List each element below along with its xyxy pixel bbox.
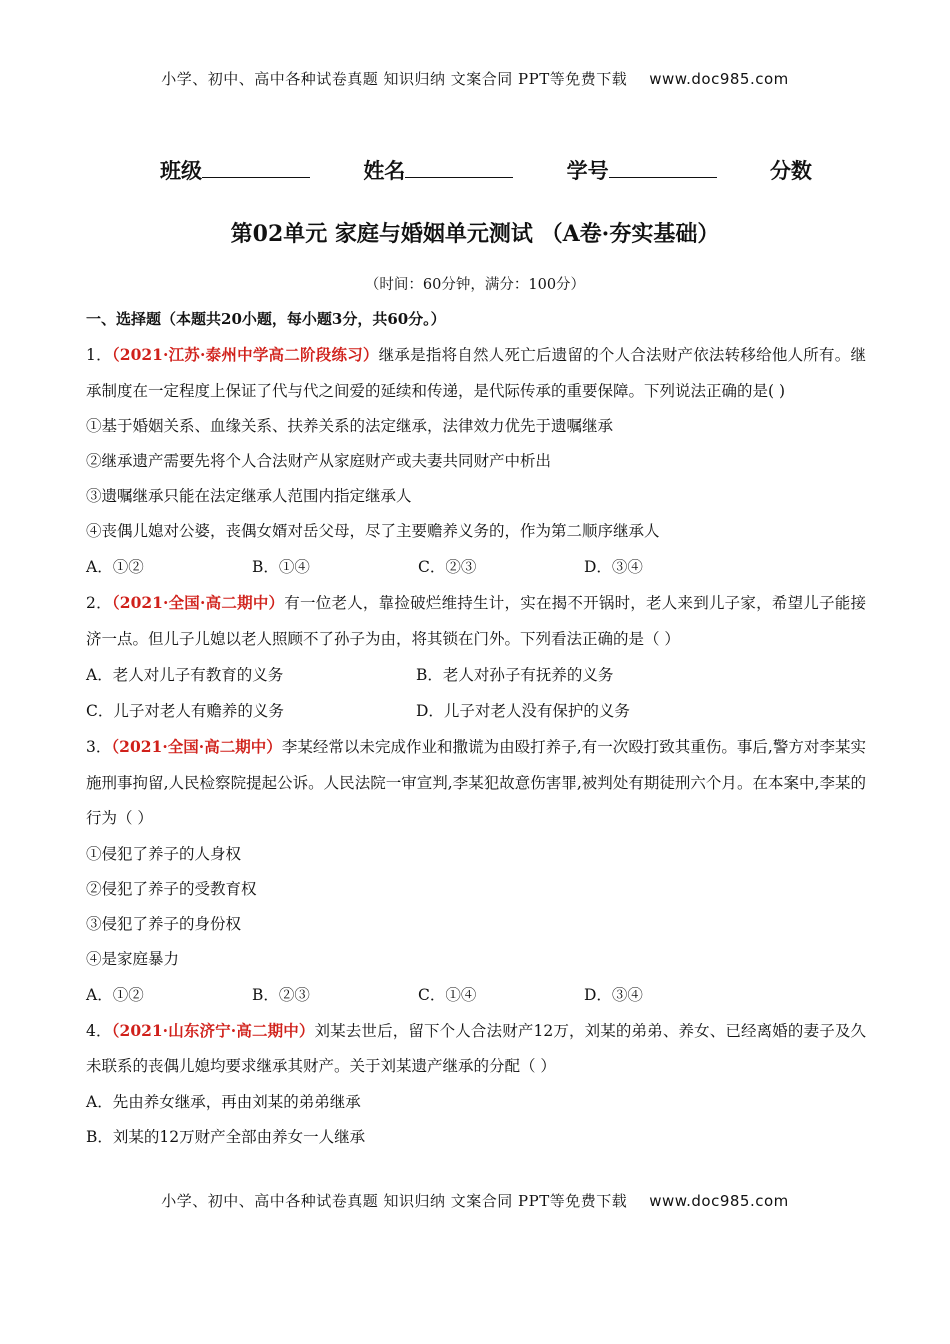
statement-option: ③侵犯了养子的身份权 — [86, 914, 242, 933]
question-4 — [86, 1013, 866, 1085]
question-source: （2021·全国·高二期中） — [111, 593, 285, 612]
question-stem: 刘某去世后，留下个人合法财产12万，刘某的弟弟、养女、已经离婚的妻子及久未联系的丧偶儿媳均要求继承其财产。关于刘某遗产继承的分配（ ） — [86, 1021, 866, 1075]
statement-option: ②侵犯了养子的受教育权 — [86, 879, 257, 898]
choice-c[interactable]: C．②③ — [418, 558, 477, 576]
answer-choices — [86, 977, 866, 1013]
footer-text: 小学、初中、高中各种试卷真题 知识归纳 文案合同 PPT等免费下载 — [161, 1192, 628, 1210]
choice-a[interactable]: A．老人对儿子有教育的义务 — [86, 666, 284, 684]
time-note: （时间：60分钟，满分：100分） — [364, 277, 586, 293]
statement-option: ③遗嘱继承只能在法定继承人范围内指定继承人 — [86, 487, 412, 505]
choice-a[interactable]: A．①② — [86, 985, 144, 1004]
question-number: 1． — [86, 346, 112, 364]
section-heading: 一、选择题（本题共20小题，每小题3分，共60分。） — [86, 310, 446, 328]
choice-a[interactable]: A．①② — [86, 558, 144, 576]
page-header — [0, 68, 950, 89]
question-1 — [86, 337, 866, 409]
choice-a[interactable]: A．先由养女继承，再由刘某的弟弟继承 — [86, 1092, 361, 1111]
question-stem: 有一位老人，靠捡破烂维持生计，实在揭不开锅时，老人来到儿子家，希望儿子能接济一点。但儿子儿媳以老人照顾不了孙子为由，将其锁在门外。下列看法正确的是（ ） — [86, 594, 866, 648]
choice-d[interactable]: D．儿子对老人没有保护的义务 — [416, 702, 630, 720]
question-number: 3． — [86, 738, 112, 756]
header-text: 小学、初中、高中各种试卷真题 知识归纳 文案合同 PPT等免费下载 — [161, 70, 628, 88]
page-footer — [0, 1190, 950, 1211]
choice-b[interactable]: B．刘某的12万财产全部由养女一人继承 — [86, 1127, 366, 1146]
choice-d[interactable]: D．③④ — [584, 558, 643, 576]
statement-option: ①基于婚姻关系、血缘关系、扶养关系的法定继承，法律效力优先于遗嘱继承 — [86, 417, 614, 435]
score-field: 分数 — [769, 158, 812, 183]
choice-c[interactable]: C．儿子对老人有赡养的义务 — [86, 702, 284, 720]
footer-site-link[interactable]: www.doc985.com — [649, 1192, 789, 1210]
number-blank[interactable] — [609, 157, 717, 178]
choice-b[interactable]: B．②③ — [252, 985, 310, 1004]
choice-b[interactable]: B．①④ — [252, 558, 310, 576]
question-number: 2． — [86, 594, 112, 612]
class-field: 班级 — [160, 155, 310, 185]
question-source: （2021·山东济宁·高二期中） — [111, 1020, 315, 1040]
page-title: 第02单元 家庭与婚姻单元测试 （A卷·夯实基础） — [230, 221, 720, 247]
answer-choices — [86, 657, 866, 693]
choice-c[interactable]: C．①④ — [418, 985, 477, 1004]
name-field: 姓名 — [363, 155, 513, 185]
statement-option: ④是家庭暴力 — [86, 949, 180, 968]
statement-option: ④丧偶儿媳对公婆，丧偶女婿对岳父母，尽了主要赡养义务的，作为第二顺序继承人 — [86, 522, 660, 540]
answer-choices — [86, 693, 866, 729]
name-blank[interactable] — [405, 157, 513, 178]
question-source: （2021·江苏·泰州中学高二阶段练习） — [111, 345, 379, 364]
question-3 — [86, 729, 866, 837]
answer-choices — [86, 549, 866, 585]
statement-option: ②继承遗产需要先将个人合法财产从家庭财产或夫妻共同财产中析出 — [86, 452, 552, 470]
question-stem: 继承是指将自然人死亡后遗留的个人合法财产依法转移给他人所有。继承制度在一定程度上保证了代与代之间爱的延续和传递，是代际传承的重要保障。下列说法正确的是( ) — [86, 346, 866, 400]
question-area — [86, 305, 866, 1155]
class-blank[interactable] — [202, 157, 310, 178]
question-2 — [86, 585, 866, 657]
number-field: 学号 — [567, 155, 717, 185]
student-info-row — [160, 155, 860, 185]
choice-b[interactable]: B．老人对孙子有抚养的义务 — [416, 666, 614, 684]
question-stem: 李某经常以未完成作业和撒谎为由殴打养子,有一次殴打致其重伤。事后,警方对李某实施刑事拘留,人民检察院提起公诉。人民法院一审宣判,李某犯故意伤害罪,被判处有期徒刑六个月。在本案中,李某的行为（ ） — [86, 738, 866, 827]
question-number: 4． — [86, 1021, 112, 1040]
choice-d[interactable]: D．③④ — [584, 985, 643, 1004]
header-site-link[interactable]: www.doc985.com — [649, 70, 789, 88]
question-source: （2021·全国·高二期中） — [111, 737, 282, 756]
statement-option: ①侵犯了养子的人身权 — [86, 844, 242, 863]
